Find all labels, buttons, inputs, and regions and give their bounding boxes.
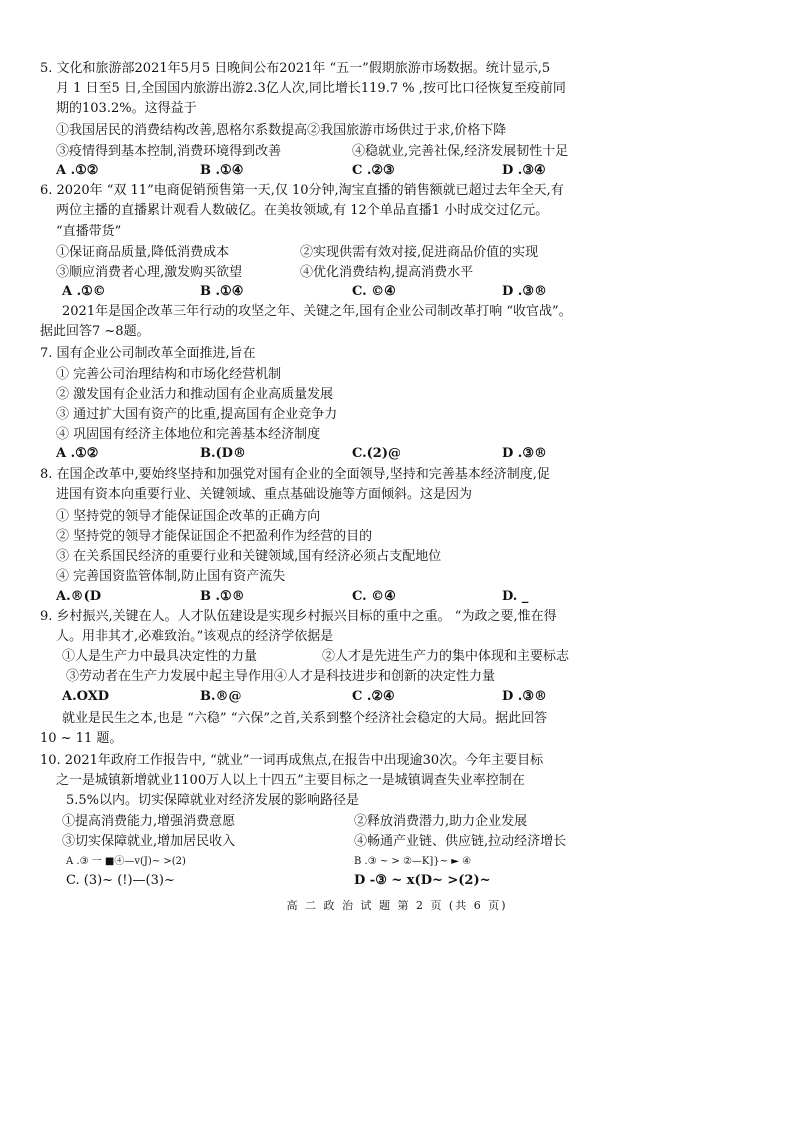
q9-option-d: D .③® [502, 689, 547, 704]
q5-stem-line-2: 月 1 日至5 日,全国国内旅游出游2.3亿人次,同比增长119.7 % ,按可比口径恢复至疫前同 [56, 81, 566, 96]
q6-statement-1: ①保证商品质量,降低消费成本 [56, 245, 230, 260]
q5-option-a: A .①② [56, 163, 99, 178]
q6-option-c: C. ©④ [352, 284, 396, 299]
q6-statement-3: ③顺应消费者心理,激发购买欲望 [56, 265, 243, 280]
q10-statement-2: ②释放消费潜力,助力企业发展 [354, 814, 528, 829]
q9-statement-3-4: ③劳动者在生产力发展中起主导作用④人才是科技进步和创新的决定性力量 [66, 669, 496, 684]
q7-statement-2: ② 激发国有企业活力和推动国有企业高质量发展 [56, 387, 334, 402]
q10-stem-line-1: 10. 2021年政府工作报告中, “就业”一词再成焦点,在报告中出现逾30次。今年主要目标 [40, 753, 544, 768]
q10-option-a: A .③ 一 ■④—v(J)~ >(2) [66, 856, 186, 867]
q7-option-a: A .①② [56, 446, 99, 461]
q8-option-a: A.®(D [56, 589, 102, 604]
intro-10-11-line-1: 就业是民生之本,也是 “六稳” “六保”之首,关系到整个经济社会稳定的大局。据此回答 [62, 711, 548, 726]
q6-option-a: A .①© [62, 284, 106, 299]
q9-statement-1: ①人是生产力中最具决定性的力量 [62, 649, 258, 664]
q7-option-b: B.(D® [200, 446, 246, 461]
q7-option-c: C.(2)@ [352, 446, 401, 461]
intro-7-8-line-2: 据此回答7 ~8题。 [40, 324, 150, 339]
q10-option-d: D -③ ~ x(D~ >(2)~ [354, 873, 491, 888]
q10-stem-line-3: 5.5%以内。切实保障就业对经济发展的影响路径是 [66, 793, 360, 808]
q6-statement-2: ②实现供需有效对接,促进商品价值的实现 [300, 245, 539, 260]
q6-option-d: D .③® [502, 284, 547, 299]
q8-stem-line-1: 8. 在国企改革中,要始终坚持和加强党对国有企业的全面领导,坚持和完善基本经济制度,促 [40, 467, 550, 482]
q9-statement-2: ②人才是先进生产力的集中体现和主要标志 [322, 649, 570, 664]
q8-stem-line-2: 进国有资本向重要行业、关键领域、重点基础设施等方面倾斜。这是因为 [56, 487, 473, 502]
q6-stem-line-1: 6. 2020年 “双 11”电商促销预售第一天,仅 10分钟,淘宝直播的销售额就已超过去年全天,有 [40, 183, 564, 198]
q5-statement-3: ③疫情得到基本控制,消费环境得到改善 [56, 144, 282, 159]
q6-option-b: B .①④ [200, 284, 244, 299]
q7-statement-1: ① 完善公司治理结构和市场化经营机制 [56, 367, 282, 382]
q10-stem-line-2: 之一是城镇新增就业1100万人以上十四五”主要目标之一是城镇调查失业率控制在 [56, 773, 525, 788]
q8-option-b: B .①® [200, 589, 245, 604]
q6-statement-4: ④优化消费结构,提高消费水平 [300, 265, 474, 280]
q9-option-b: B.®@ [200, 689, 242, 704]
intro-7-8-line-1: 2021年是国企改革三年行动的攻坚之年、关键之年,国有企业公司制改革打响 “收官战”。 [62, 304, 572, 319]
q7-statement-3: ③ 通过扩大国有资产的比重,提高国有企业竞争力 [56, 407, 338, 422]
q8-statement-2: ② 坚持党的领导才能保证国企不把盈利作为经营的目的 [56, 529, 373, 544]
q8-statement-3: ③ 在关系国民经济的重要行业和关键领域,国有经济必须占支配地位 [56, 549, 442, 564]
q10-option-b: B .③ ~ > ②—K]}~ ► ④ [354, 856, 472, 867]
q6-stem-line-2: 两位主播的直播累计观看人数破亿。在美妆领域,有 12个单品直播1 小时成交过亿元。 [56, 203, 549, 218]
q10-statement-4: ④畅通产业链、供应链,拉动经济增长 [354, 834, 567, 849]
q8-option-d: D. _ [502, 589, 529, 604]
q7-statement-4: ④ 巩固国有经济主体地位和完善基本经济制度 [56, 427, 321, 442]
q10-option-c: C. (3)~ (!)—(3)~ [66, 873, 175, 888]
q10-statement-3: ③切实保障就业,增加居民收入 [62, 834, 236, 849]
q5-option-d: D .③④ [502, 163, 546, 178]
q5-stem-line-3: 期的103.2%。这得益于 [56, 101, 197, 116]
q8-option-c: C. ©④ [352, 589, 396, 604]
q9-option-c: C .②④ [352, 689, 395, 704]
q6-stem-line-3: “直播带货” [56, 224, 122, 239]
q5-stem-line-1: 5. 文化和旅游部2021年5月5 日晚间公布2021年 “五一”假期旅游市场数据。统计显示,5 [40, 61, 551, 76]
q7-stem: 7. 国有企业公司制改革全面推进,旨在 [40, 346, 256, 361]
q5-option-b: B .①④ [200, 163, 244, 178]
q5-option-c: C .②③ [352, 163, 395, 178]
page-footer: 高 二 政 治 试 题 第 2 页 (共 6 页) [286, 899, 508, 912]
q5-statement-4: ④稳就业,完善社保,经济发展韧性十足 [352, 144, 569, 159]
q9-stem-line-1: 9. 乡村振兴,关键在人。人才队伍建设是实现乡村振兴目标的重中之重。 “为政之要,惟在得 [40, 609, 557, 624]
q8-statement-4: ④ 完善国资监管体制,防止国有资产流失 [56, 569, 286, 584]
intro-10-11-line-2: 10 ~ 11 题。 [40, 731, 123, 746]
q9-stem-line-2: 人。用非其才,必难致治。”该观点的经济学依据是 [56, 629, 334, 644]
q7-option-d: D .③® [502, 446, 547, 461]
q5-statement-1-2: ①我国居民的消费结构改善,恩格尔系数提高②我国旅游市场供过于求,价格下降 [56, 123, 507, 138]
q8-statement-1: ① 坚持党的领导才能保证国企改革的正确方向 [56, 509, 321, 524]
q9-option-a: A.OXD [62, 689, 110, 704]
q10-statement-1: ①提高消费能力,增强消费意愿 [62, 814, 236, 829]
